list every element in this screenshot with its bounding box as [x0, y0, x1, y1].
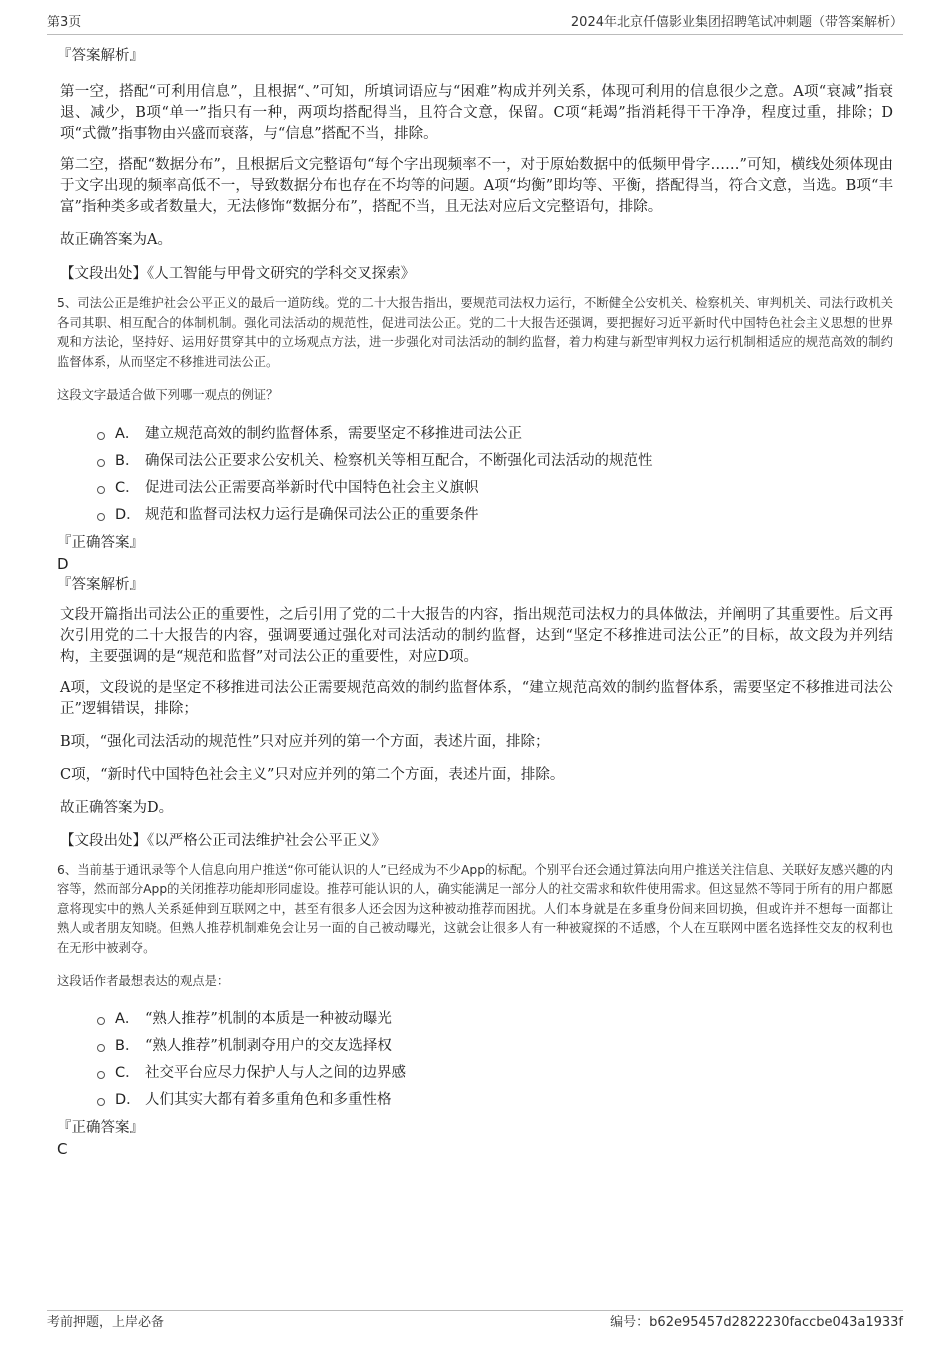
radio-button[interactable] — [97, 1017, 105, 1025]
analysis-label: 『答案解析』 — [57, 48, 144, 64]
option-text: 社交平台应尽力保护人与人之间的边界感 — [145, 1064, 406, 1081]
correct-answer-label: 『正确答案』 — [57, 1119, 144, 1136]
question-passage: 6、当前基于通讯录等个人信息向用户推送“你可能认识的人”已经成为不少App的标配。个别平台还会通过算法向用户推送关注信息、关联好友感兴趣的内容等，然而部分App的关闭推荐功能却形同虚设。推荐可能认识的人，确实能满足一部分人的社交需求和软件使用需求。但这显然不等同于所有的用户都愿意将现实中的熟人关系延伸到互联网之中，甚至有很多人还会因为这种被动推荐而困扰。人们本身就是在多重身份间来回切换，但或许并不想每一面都让熟人或者朋友知晓。但熟人推荐机制难免会让另一面的自己被动曝光，这就会让很多人有一种被窥探的不适感，个人在互联网中匿名选择性交友的权利也在无形中被剥夺。 — [57, 862, 893, 955]
option-b[interactable]: B． 确保司法公正要求公安机关、检察机关等相互配合，不断强化司法活动的规范性 — [97, 448, 893, 475]
option-text: 确保司法公正要求公安机关、检察机关等相互配合，不断强化司法活动的规范性 — [145, 452, 653, 469]
correct-answer: C — [57, 1139, 68, 1158]
option-c[interactable]: C． 促进司法公正需要高举新时代中国特色社会主义旗帜 — [97, 475, 893, 502]
option-a[interactable]: A． 建立规范高效的制约监督体系，需要坚定不移推进司法公正 — [97, 421, 893, 448]
correct-answer-label: 『正确答案』 — [57, 534, 144, 551]
analysis-paragraph: C项，“新时代中国特色社会主义”只对应并列的第二个方面，表述片面，排除。 — [60, 766, 565, 783]
option-text: 促进司法公正需要高举新时代中国特色社会主义旗帜 — [145, 479, 479, 496]
page-content — [57, 44, 893, 1158]
option-d[interactable]: D． 规范和监督司法权力运行是确保司法公正的重要条件 — [97, 502, 893, 529]
option-text: “熟人推荐”机制的本质是一种被动曝光 — [145, 1010, 392, 1027]
options-list — [57, 1006, 893, 1114]
question-passage: 5、司法公正是维护社会公平正义的最后一道防线。党的二十大报告指出，要规范司法权力运行，不断健全公安机关、检察机关、审判机关、司法行政机关各司其职、相互配合的体制机制。强化司法活动的规范性，促进司法公正。党的二十大报告还强调，要把握好习近平新时代中国特色社会主义思想的世界观和方法论，坚持好、运用好贯穿其中的立场观点方法，进一步强化对司法活动的制约监督，着力构建与新型审判权力运行机制相适应的规范高效的制约监督体系，从而坚定不移推进司法公正。 — [57, 296, 893, 369]
analysis-paragraph: 文段开篇指出司法公正的重要性，之后引用了党的二十大报告的内容，指出规范司法权力的具体做法，并阐明了其重要性。后文再次引用党的二十大报告的内容，强调要通过强化对司法活动的制约监督，达到“坚定不移推进司法公正”的目标，故文段为并列结构，主要强调的是“规范和监督”对司法公正的重要性，对应D项。 — [60, 606, 893, 665]
options-list — [57, 421, 893, 529]
page-header — [47, 12, 903, 35]
question-5 — [57, 294, 893, 851]
footer-slogan: 考前押题，上岸必备 — [47, 1315, 165, 1330]
option-d[interactable]: D． 人们其实大都有着多重角色和多重性格 — [97, 1087, 893, 1114]
document-id: 编号：b62e95457d2822230faccbe043a1933f — [610, 1315, 903, 1330]
q4-analysis-block — [57, 46, 893, 284]
radio-button[interactable] — [97, 459, 105, 467]
option-text: 规范和监督司法权力运行是确保司法公正的重要条件 — [145, 506, 479, 523]
document-title: 2024年北京仟僖影业集团招聘笔试冲刺题（带答案解析） — [570, 15, 903, 30]
question-prompt: 这段话作者最想表达的观点是： — [57, 974, 230, 988]
radio-button[interactable] — [97, 1071, 105, 1079]
page-footer — [47, 1310, 903, 1331]
question-6 — [57, 861, 893, 1158]
source-citation: 【文段出处】《以严格公正司法维护社会公平正义》 — [60, 832, 387, 849]
radio-button[interactable] — [97, 486, 105, 494]
radio-button[interactable] — [97, 1044, 105, 1052]
question-prompt: 这段文字最适合做下列哪一观点的例证？ — [57, 388, 279, 402]
analysis-paragraph: 第一空，搭配“可利用信息”，且根据“、”可知，所填词语应与“困难”构成并列关系，体现可利用的信息很少之意。A项“衰减”指衰退、减少，B项“单一”指只有一种，两项均搭配得当，且符合文意，保留。C项“耗竭”指消耗得干干净净，程度过重，排除；D项“式微”指事物由兴盛而衰落，与“信息”搭配不当，排除。 — [60, 84, 893, 142]
option-a[interactable]: A． “熟人推荐”机制的本质是一种被动曝光 — [97, 1006, 893, 1033]
analysis-conclusion: 故正确答案为D。 — [60, 799, 174, 816]
radio-button[interactable] — [97, 1098, 105, 1106]
option-b[interactable]: B． “熟人推荐”机制剥夺用户的交友选择权 — [97, 1033, 893, 1060]
page-number: 第3页 — [47, 15, 82, 30]
option-text: “熟人推荐”机制剥夺用户的交友选择权 — [145, 1037, 392, 1054]
source-citation: 【文段出处】《人工智能与甲骨文研究的学科交叉探索》 — [60, 266, 416, 282]
analysis-paragraph: A项，文段说的是坚定不移推进司法公正需要规范高效的制约监督体系，“建立规范高效的制约监督体系，需要坚定不移推进司法公正”逻辑错误，排除； — [60, 679, 893, 717]
analysis-conclusion: 故正确答案为A。 — [60, 232, 172, 248]
correct-answer: D — [57, 554, 69, 573]
option-text: 建立规范高效的制约监督体系，需要坚定不移推进司法公正 — [145, 425, 522, 442]
option-text: 人们其实大都有着多重角色和多重性格 — [145, 1091, 392, 1108]
radio-button[interactable] — [97, 513, 105, 521]
analysis-paragraph: B项，“强化司法活动的规范性”只对应并列的第一个方面，表述片面，排除； — [60, 733, 550, 750]
radio-button[interactable] — [97, 432, 105, 440]
analysis-label: 『答案解析』 — [57, 576, 144, 593]
analysis-paragraph: 第二空，搭配“数据分布”，且根据后文完整语句“每个字出现频率不一，对于原始数据中的低频甲骨字……”可知，横线处须体现由于文字出现的频率高低不一，导致数据分布也存在不均等的问题。A项“均衡”即均等、平衡，搭配得当，符合文意，当选。B项“丰富”指种类多或者数量大，无法修饰“数据分布”，搭配不当，且无法对应后文完整语句，排除。 — [60, 157, 893, 215]
option-c[interactable]: C． 社交平台应尽力保护人与人之间的边界感 — [97, 1060, 893, 1087]
